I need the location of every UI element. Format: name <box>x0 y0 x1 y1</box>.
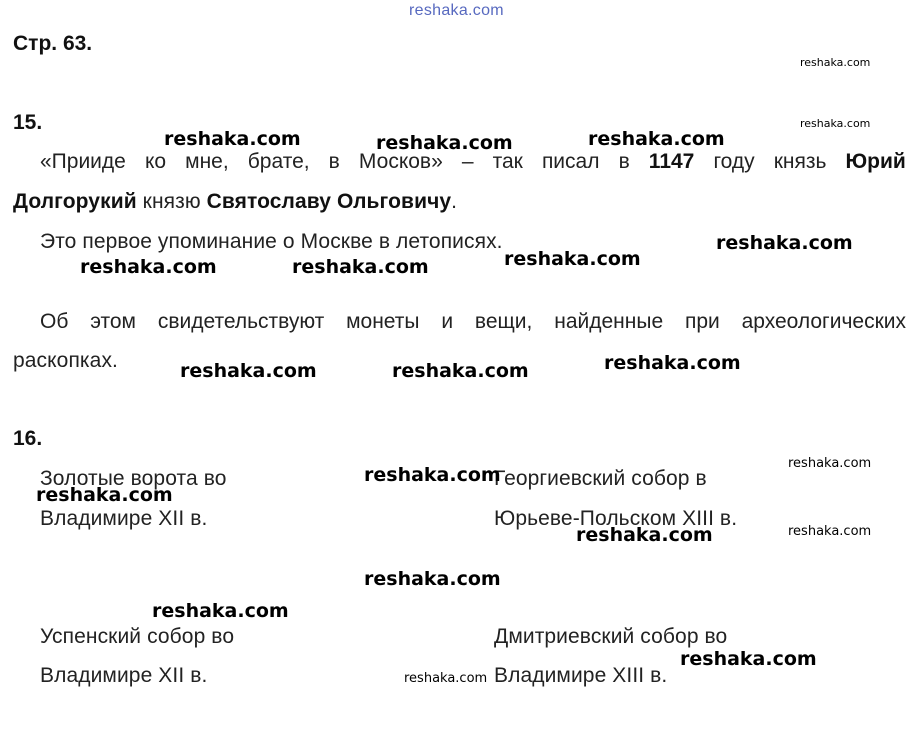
monument-1-line-1: Золотые ворота во <box>40 467 227 490</box>
watermark: reshaka.com <box>404 671 488 686</box>
watermark: reshaka.com <box>364 568 501 590</box>
task-15-paragraph-3-line-2: раскопках. <box>13 349 118 372</box>
top-watermark: reshaka.com <box>409 2 504 19</box>
watermark: reshaka.com <box>180 360 317 382</box>
watermark: reshaka.com <box>80 256 217 278</box>
year: 1147 <box>648 150 695 173</box>
watermark: reshaka.com <box>576 524 713 546</box>
watermark: reshaka.com <box>800 117 871 130</box>
monument-4-line-1: Дмитриевский собор во <box>494 625 728 648</box>
watermark: reshaka.com <box>788 456 872 471</box>
monument-4-line-2: Владимире XIII в. <box>494 664 668 687</box>
task-15-paragraph-2: Это первое упоминание о Москве в летописях. <box>40 230 503 253</box>
task-15-number: 15. <box>13 111 43 134</box>
monument-3-line-2: Владимире XII в. <box>40 664 208 687</box>
monument-2-line-2: Юрьеве-Польском XIII в. <box>494 507 738 530</box>
monument-3-line-1: Успенский собор во <box>40 625 235 648</box>
watermark: reshaka.com <box>588 128 725 150</box>
name-dolgoruky: Долгорукий <box>13 190 137 213</box>
task-16-number: 16. <box>13 427 43 450</box>
name-svyatoslav: Святославу Ольговичу <box>206 190 452 213</box>
task-15-quote-line: «Прииде ко мне, брате, в Москов» – так писал в 1147 году князь Юрий <box>40 150 906 173</box>
watermark: reshaka.com <box>788 524 872 539</box>
monument-1-line-2: Владимире XII в. <box>40 507 208 530</box>
task-15-line-2: Долгорукий князю Святославу Ольговичу. <box>13 190 458 213</box>
watermark: reshaka.com <box>164 128 301 150</box>
watermark: reshaka.com <box>392 360 529 382</box>
name-yuri: Юрий <box>845 150 906 173</box>
task-15-paragraph-3-line-1: Об этом свидетельствуют монеты и вещи, найденные при археологических <box>40 310 906 333</box>
watermark: reshaka.com <box>36 484 173 506</box>
watermark: reshaka.com <box>292 256 429 278</box>
watermark: reshaka.com <box>800 56 871 69</box>
watermark: reshaka.com <box>716 232 853 254</box>
watermark: reshaka.com <box>504 248 641 270</box>
watermark: reshaka.com <box>364 464 501 486</box>
watermark: reshaka.com <box>680 648 817 670</box>
monument-2-line-1: Георгиевский собор в <box>494 467 707 490</box>
watermark: reshaka.com <box>604 352 741 374</box>
watermark: reshaka.com <box>152 600 289 622</box>
watermark: reshaka.com <box>376 132 513 154</box>
page-label: Стр. 63. <box>13 32 93 55</box>
